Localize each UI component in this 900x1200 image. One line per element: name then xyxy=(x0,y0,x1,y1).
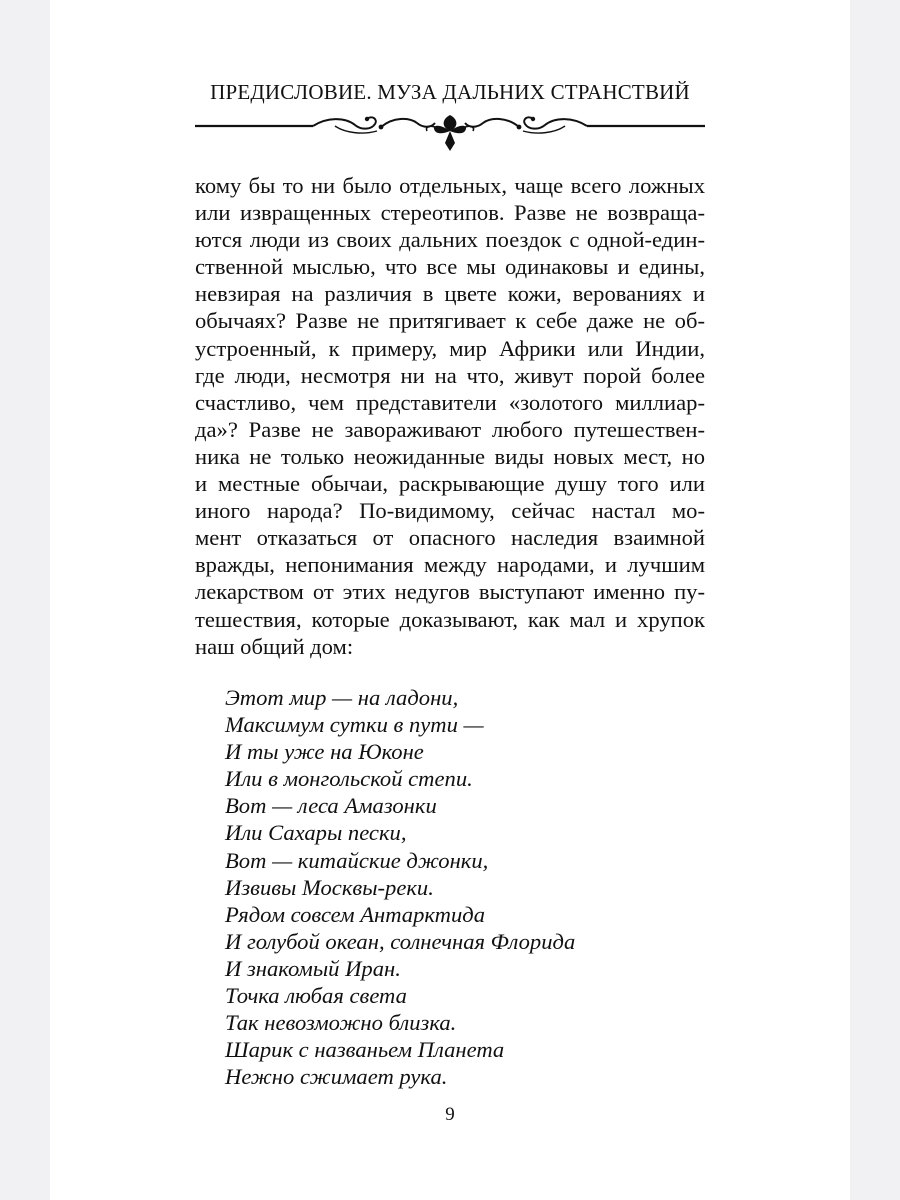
text-line: невзирая на различия в цвете кожи, верованиях и xyxy=(195,281,705,307)
text-line: и местные обычаи, раскрывающие душу того или xyxy=(195,471,705,497)
poem-verse: Или Сахары пески, xyxy=(225,820,407,846)
poem-verse: Точка любая света xyxy=(225,983,407,1009)
text-line: ются люди из своих дальних поездок с одной-един- xyxy=(195,227,705,253)
text-line: кому бы то ни было отдельных, чаще всего ложных xyxy=(195,173,705,198)
text-line: счастливо, чем представители «золотого миллиар- xyxy=(195,389,705,415)
text-line: наш общий дом: xyxy=(195,633,354,659)
poem-verse: Рядом совсем Антарктида xyxy=(225,901,486,927)
running-title: ПРЕДИСЛОВИЕ. МУЗА ДАЛЬНИХ СТРАНСТВИЙ xyxy=(210,80,690,104)
poem-verse: И знакомый Иран. xyxy=(225,955,401,981)
poem-verse: Нежно сжимает рука. xyxy=(225,1064,448,1090)
text-line: тешествия, которые доказывают, как мал и хрупок xyxy=(195,606,705,632)
poem-verse: Этот мир — на ладони, xyxy=(225,685,459,710)
text-line: лекарством от этих недугов выступают именно пу- xyxy=(195,579,705,605)
text-line: где люди, несмотря ни на что, живут порой более xyxy=(195,362,705,388)
book-page xyxy=(50,0,850,1200)
text-line: обычаях? Разве не притягивает к себе даже не об- xyxy=(195,308,705,334)
page-number: 9 xyxy=(445,1104,455,1125)
poem-verse: И ты уже на Юконе xyxy=(225,739,424,765)
text-line: вражды, непонимания между народами, и лучшим xyxy=(195,552,705,578)
text-line: устроенный, к примеру, мир Африки или Индии, xyxy=(195,335,705,361)
text-line: или извращенных стереотипов. Разве не возвраща- xyxy=(195,200,705,226)
prose-paragraph xyxy=(195,172,705,660)
poem-verse: Так невозможно близка. xyxy=(225,1010,457,1036)
text-line: иного народа? По-видимому, сейчас настал мо- xyxy=(195,498,705,524)
poem-verse: Вот — леса Амазонки xyxy=(225,793,437,819)
text-line: ственной мыслью, что все мы одинаковы и едины, xyxy=(195,254,705,280)
text-line: мент отказаться от опасного наследия взаимной xyxy=(195,525,705,551)
text-line: ника не только неожиданные виды новых мест, но xyxy=(195,443,705,469)
poem-verse: Вот — китайские джонки, xyxy=(225,847,489,873)
poem-verse: И голубой океан, солнечная Флорида xyxy=(225,928,576,954)
poem xyxy=(225,684,705,1090)
flourish-divider-icon xyxy=(195,113,705,153)
poem-verse: Или в монгольской степи. xyxy=(225,766,473,792)
poem-verse: Извивы Москвы-реки. xyxy=(225,874,434,900)
poem-verse: Максимум сутки в пути — xyxy=(225,712,484,738)
poem-verse: Шарик с названьем Планета xyxy=(225,1037,505,1063)
text-line: да»? Разве не завораживают любого путешествен- xyxy=(195,416,705,442)
